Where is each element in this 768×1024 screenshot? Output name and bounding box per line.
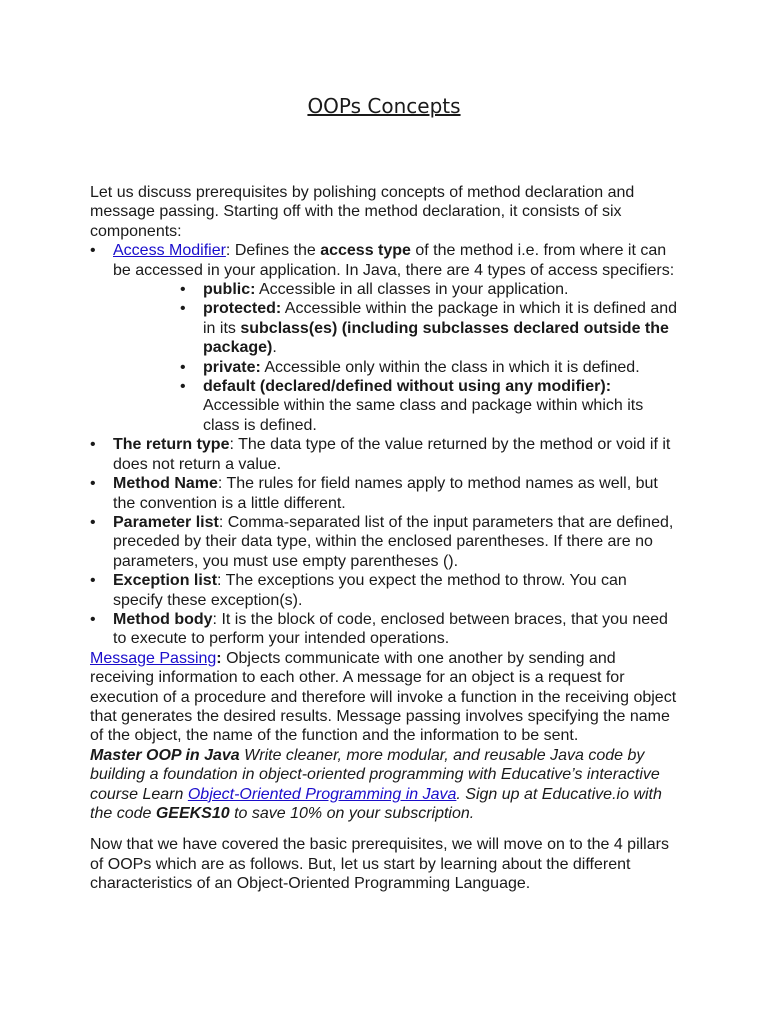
promo-text-2: . Sign up at Educative.io with the code (90, 785, 662, 822)
method-name-desc: : The rules for field names apply to method names as well, but the convention is a little different. (113, 475, 658, 512)
bullet-icon: • (90, 475, 96, 493)
list-item-default (180, 377, 680, 435)
method-body-term: Method body (113, 610, 213, 628)
method-name-term: Method Name (113, 475, 218, 493)
parameter-list-term: Parameter list (113, 513, 219, 531)
access-modifier-link[interactable]: Access Modifier (113, 242, 226, 260)
page-title: OOPs Concepts (307, 94, 461, 118)
promo-heading: Master OOP in Java (90, 746, 240, 764)
bullet-icon: • (180, 281, 186, 299)
bullet-icon: • (180, 358, 186, 376)
bullet-icon: • (90, 242, 96, 260)
list-item-access-modifier (90, 241, 680, 435)
promo-paragraph (90, 746, 680, 824)
parameter-list-desc: : Comma-separated list of the input parameters that are defined, preceded by their data type, within the enclosed parentheses. If there are no parameters, you must use empty parentheses (). (113, 513, 674, 570)
return-type-term: The return type (113, 436, 230, 454)
private-term: private: (203, 358, 261, 376)
access-type-term: access type (320, 242, 411, 260)
private-desc: Accessible only within the class in which it is defined. (260, 358, 640, 376)
bullet-icon: • (90, 513, 96, 531)
public-desc: Accessible in all classes in your application. (255, 281, 569, 299)
method-components-list (90, 241, 680, 649)
bullet-icon: • (90, 610, 96, 628)
bullet-icon: • (180, 300, 186, 318)
promo-code: GEEKS10 (155, 805, 230, 822)
exception-list-desc: : The exceptions you expect the method to throw. You can specify these exception(s). (113, 572, 627, 609)
bullet-icon: • (90, 436, 96, 454)
bullet-icon: • (180, 378, 186, 396)
message-passing-link[interactable]: Message Passing (90, 649, 217, 667)
promo-text-3: to save 10% on your subscription. (229, 805, 475, 822)
default-desc: Accessible within the same class and package within which its class is defined. (203, 397, 644, 434)
list-item-parameter-list (90, 513, 680, 571)
access-text-1: : Defines the (225, 242, 321, 260)
list-item-return-type (90, 435, 680, 474)
exception-list-term: Exception list (113, 572, 218, 590)
list-item-method-body (90, 610, 680, 649)
method-body-desc: : It is the block of code, enclosed between braces, that you need to execute to perform your intended operations. (113, 610, 668, 648)
message-passing-colon: : (216, 649, 222, 667)
list-item-public (180, 280, 680, 299)
list-item-private (180, 358, 680, 377)
bullet-icon: • (90, 572, 96, 590)
return-type-desc: : The data type of the value returned by the method or void if it does not return a value. (113, 436, 671, 473)
protected-subclasses: subclass(es) (including subclasses declared outside the package) (203, 319, 669, 357)
list-item-protected (180, 299, 680, 357)
course-link[interactable]: Object-Oriented Programming in Java (187, 785, 457, 803)
access-specifiers-list (113, 280, 680, 435)
message-passing-paragraph (90, 649, 680, 746)
promo-text-1: Write cleaner, more modular, and reusable Java code by building a foundation in object-oriented programming with Educative’s interactive course Learn (90, 746, 660, 803)
closing-paragraph: Now that we have covered the basic prerequisites, we will move on to the 4 pillars of OOPs which are as follows. But, let us start by learning about the different characteristics of an Object-Oriented Programming Language. (90, 836, 669, 893)
list-item-exception-list (90, 571, 680, 610)
public-term: public: (203, 281, 256, 299)
protected-term: protected: (203, 300, 282, 318)
protected-desc-2: . (272, 339, 277, 357)
document-body (90, 183, 680, 894)
protected-desc-1: Accessible within the package in which it is defined and in its (203, 300, 678, 337)
access-text-2: of the method i.e. from where it can be accessed in your application. In Java, there are 4 types of access specifiers: (113, 242, 675, 279)
message-passing-desc: Objects communicate with one another by sending and receiving information to each other. A message for an object is a request for execution of a procedure and therefore will invoke a function in the receiving object that generates the desired results. Message passing involves specifying the name of the object, the name of the function and the information to be sent. (90, 649, 677, 745)
intro-paragraph: Let us discuss prerequisites by polishing concepts of method declaration and message passing. Starting off with the method declaration, it consists of six components: (90, 184, 635, 240)
list-item-method-name (90, 474, 680, 513)
default-term: default (declared/defined without using any modifier): (203, 378, 612, 396)
